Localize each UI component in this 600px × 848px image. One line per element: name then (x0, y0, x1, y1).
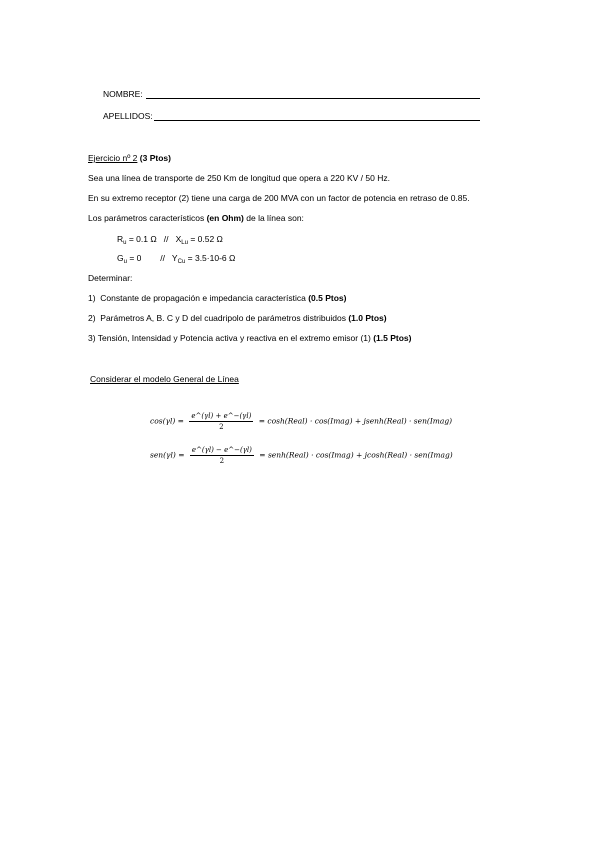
statement-line-3 (88, 213, 304, 223)
statement-line-3-bold: (en Ohm) (206, 213, 244, 223)
question-2-text: 2) Parámetros A, B. C y D del cuadripolo de parámetros distribuidos (88, 313, 349, 323)
formula-sen (150, 446, 453, 465)
formula-sen-fraction (190, 446, 254, 465)
param-x-sub: Lu (181, 240, 188, 246)
exercise-heading (88, 153, 171, 163)
statement-line-2: En su extremo receptor (2) tiene una carga de 200 MVA con un factor de potencia en retraso de 0.85. (88, 193, 470, 203)
statement-line-3-post: de la línea son: (243, 213, 304, 223)
param-y-sub: Cu (177, 259, 186, 265)
formula-cos-rhs: = cosh(Real) · cos(Imag) + jsenh(Real) · sen(Imag) (258, 416, 453, 426)
question-3 (88, 333, 411, 343)
statement-line-1: Sea una línea de transporte de 250 Km de longitud que opera a 220 KV / 50 Hz. (88, 173, 390, 183)
apellidos-label: APELLIDOS: (103, 111, 153, 121)
statement-line-3-pre: Los parámetros característicos (88, 213, 207, 223)
param-row-1 (117, 234, 223, 246)
model-title: Considerar el modelo General de Línea (90, 374, 239, 384)
param-r: R (117, 234, 124, 244)
apellidos-field[interactable] (154, 120, 480, 121)
formula-sen-lhs: sen(γl) = (150, 450, 185, 460)
param-g-val: = 0 // Y (126, 253, 178, 263)
formula-sen-rhs: = senh(Real) · cos(Imag) + jcosh(Real) · sen(Imag) (259, 450, 453, 460)
formula-cos-denominator: 2 (219, 423, 224, 431)
formula-cos-lhs: cos(γl) = (150, 416, 184, 426)
exercise-points: (3 Ptos) (139, 153, 171, 163)
question-1-text: 1) Constante de propagación e impedancia característica (88, 293, 309, 303)
formula-cos (150, 412, 452, 431)
formula-sen-numerator: e^(γl) − e^−(γl) (191, 446, 252, 454)
question-2-points: (1.0 Ptos) (348, 313, 387, 323)
param-y-val: = 3.5·10-6 Ω (185, 253, 236, 263)
question-3-points: (1.5 Ptos) (373, 333, 412, 343)
formula-sen-denominator: 2 (219, 457, 225, 465)
question-3-text: 3) Tensión, Intensidad y Potencia activa y reactiva en el extremo emisor (1) (88, 333, 374, 343)
param-x-val: = 0.52 Ω (187, 234, 223, 244)
param-r-sub: u (123, 240, 127, 246)
question-2 (88, 313, 387, 323)
exercise-title: Ejercicio nº 2 (88, 153, 138, 163)
question-1-points: (0.5 Ptos) (308, 293, 347, 303)
determinar-label: Determinar: (88, 273, 133, 283)
param-g: G (117, 253, 124, 263)
question-1 (88, 293, 346, 303)
param-g-sub: u (123, 259, 127, 265)
param-row-2 (117, 253, 235, 265)
nombre-label: NOMBRE: (103, 89, 143, 99)
formula-cos-numerator: e^(γl) + e^−(γl) (191, 412, 252, 420)
param-r-val: = 0.1 Ω // X (126, 234, 182, 244)
nombre-field[interactable] (146, 98, 480, 99)
formula-cos-fraction (189, 412, 253, 431)
